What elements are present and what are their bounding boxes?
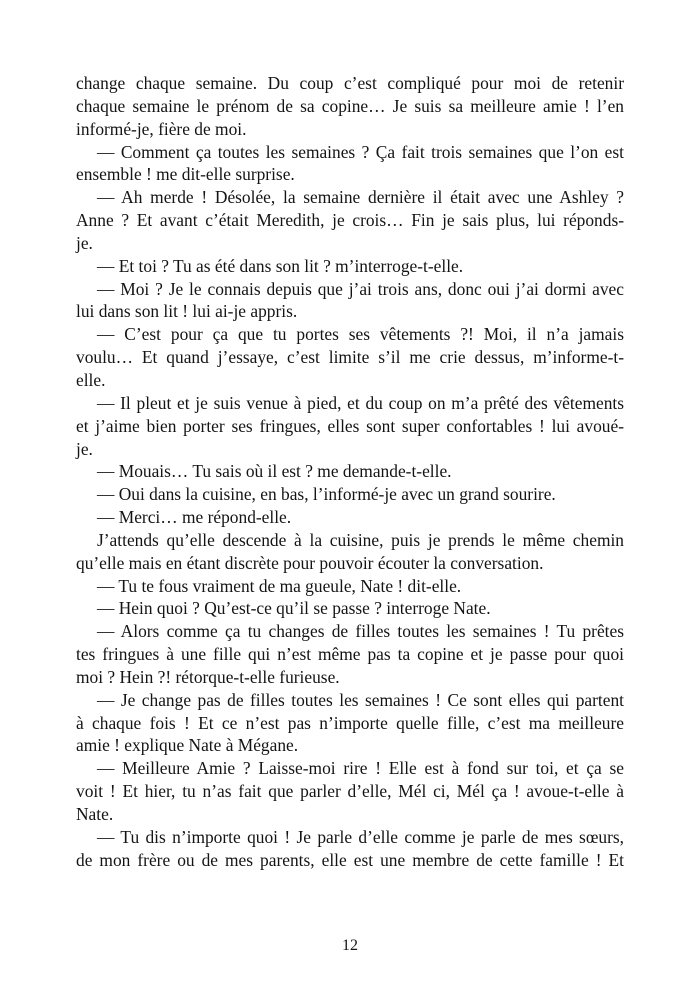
text-line: de mon frère ou de mes parents, elle est une membre de cette famille ! Et (76, 849, 624, 870)
text-line: — Et toi ? Tu as été dans son lit ? m’interroge-t-elle. (97, 255, 464, 276)
text-line: qu’elle mais en étant discrète pour pouvoir écouter la conversation. (76, 552, 544, 573)
text-line: Nate. (76, 804, 114, 824)
text-line: voit ! Et hier, tu n’as fait que parler d’elle, Mél ci, Mél ça ! avoue-t-elle à (76, 781, 624, 802)
text-line: — Alors comme ça tu changes de filles toutes les semaines ! Tu prêtes (97, 621, 624, 642)
text-line: — Moi ? Je le connais depuis que j’ai trois ans, donc oui j’ai dormi avec (97, 278, 624, 299)
text-line: ensemble ! me dit-elle surprise. (76, 164, 295, 185)
text-line: — C’est pour ça que tu portes ses vêtements ?! Moi, il n’a jamais (97, 324, 624, 345)
text-line: à chaque fois ! Et ce n’est pas n’importe quelle fille, c’est ma meilleure (76, 712, 624, 733)
text-line: — Oui dans la cuisine, en bas, l’informé-je avec un grand sourire. (97, 484, 556, 505)
text-line: — Hein quoi ? Qu’est-ce qu’il se passe ? interroge Nate. (97, 598, 491, 619)
text-line: — Tu dis n’importe quoi ! Je parle d’elle comme je parle de mes sœurs, (97, 826, 624, 847)
text-line: lui dans son lit ! lui ai-je appris. (76, 301, 298, 322)
text-line: tes fringues à une fille qui n’est même pas ta copine et je passe pour quoi (76, 644, 624, 665)
page-number: 12 (342, 937, 358, 954)
text-line: — Il pleut et je suis venue à pied, et du coup on m’a prêté des vêtements (97, 392, 624, 413)
text-line: — Je change pas de filles toutes les semaines ! Ce sont elles qui partent (97, 689, 624, 710)
text-line: informé-je, fière de moi. (76, 118, 247, 139)
text-line: Anne ? Et avant c’était Meredith, je crois… Fin je sais plus, lui réponds- (76, 210, 624, 231)
text-line: voulu… Et quand j’essaye, c’est limite s’il me crie dessus, m’informe-t- (76, 347, 624, 368)
text-line: chaque semaine le prénom de sa copine… Je suis sa meilleure amie ! l’en (76, 95, 624, 116)
text-line: amie ! explique Nate à Mégane. (76, 735, 299, 756)
text-line: je. (76, 232, 93, 253)
text-line: — Ah merde ! Désolée, la semaine dernière il était avec une Ashley ? (97, 187, 624, 208)
text-line: — Tu te fous vraiment de ma gueule, Nate ! dit-elle. (97, 575, 462, 596)
text-line: elle. (76, 369, 106, 390)
text-line: — Meilleure Amie ? Laisse-moi rire ! Elle est à fond sur toi, et ça se (97, 758, 624, 779)
text-line: — Comment ça toutes les semaines ? Ça fait trois semaines que l’on est (97, 141, 624, 162)
text-line: je. (76, 438, 93, 459)
text-line: — Merci… me répond-elle. (97, 507, 292, 528)
text-line: change chaque semaine. Du coup c’est compliqué pour moi de retenir (76, 73, 624, 93)
text-line: J’attends qu’elle descende à la cuisine, puis je prends le même chemin (97, 529, 624, 550)
text-line: — Mouais… Tu sais où il est ? me demande-t-elle. (97, 461, 452, 482)
text-line: moi ? Hein ?! rétorque-t-elle furieuse. (76, 666, 340, 687)
text-line: et j’aime bien porter ses fringues, elles sont super confortables ! lui avoué- (76, 415, 624, 436)
book-page-text (76, 72, 624, 872)
